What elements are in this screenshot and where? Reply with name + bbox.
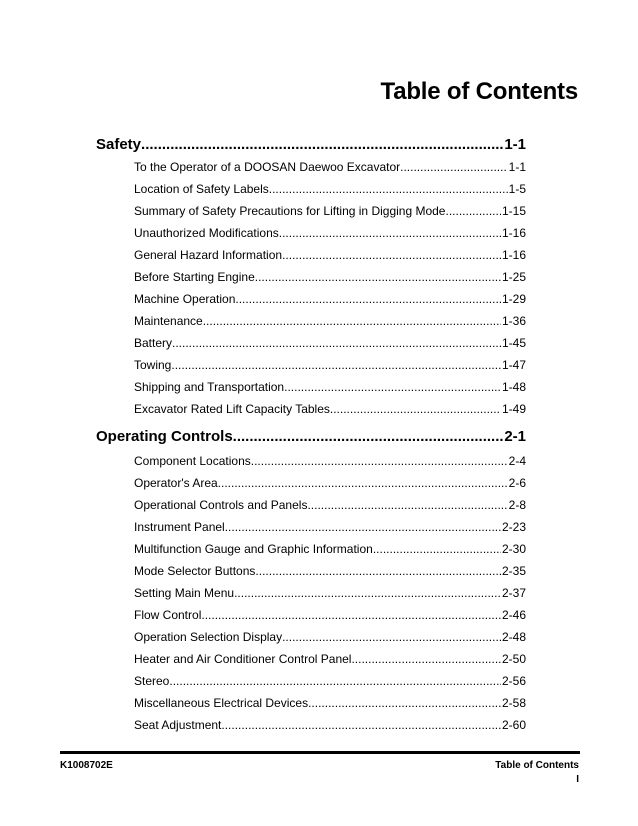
section-page: 2-1 [504,428,526,445]
entry-label: Stereo [134,674,170,688]
toc-entry[interactable] [134,476,526,492]
toc-entry[interactable] [134,608,526,624]
entry-label: Miscellaneous Electrical Devices [134,696,309,710]
toc-entry[interactable] [134,358,526,374]
entry-page: 2-60 [501,718,526,732]
toc-entry[interactable] [134,292,526,308]
toc-entry[interactable] [134,542,526,558]
dot-leader [255,564,501,578]
dot-leader [203,314,501,328]
entry-page: 1-25 [501,270,526,284]
section-title: Operating Controls [96,428,233,445]
entry-label: Heater and Air Conditioner Control Panel [134,652,352,666]
toc-entry[interactable] [134,498,526,514]
dot-leader [233,428,504,445]
toc-section-heading[interactable] [96,136,526,156]
toc-entry[interactable] [134,204,526,220]
toc-entry[interactable] [134,520,526,536]
dot-leader [141,136,503,153]
footer-rule [60,751,580,754]
dot-leader [221,718,501,732]
dot-leader [235,292,501,306]
entry-page: 1-29 [501,292,526,306]
entry-label: Shipping and Transportation [134,380,285,394]
dot-leader [351,652,501,666]
toc-entry[interactable] [134,314,526,330]
dot-leader [445,204,500,218]
entry-page: 2-23 [501,520,526,534]
dot-leader [269,182,508,196]
entry-page: 2-4 [508,454,526,468]
dot-leader [373,542,501,556]
toc-entry[interactable] [134,454,526,470]
entry-label: Before Starting Engine [134,270,255,284]
entry-label: Operation Selection Display [134,630,283,644]
entry-label: Operator's Area [134,476,218,490]
entry-label: Location of Safety Labels [134,182,269,196]
toc-entry[interactable] [134,718,526,734]
toc-entry[interactable] [134,630,526,646]
entry-label: Seat Adjustment [134,718,222,732]
toc-entry[interactable] [134,270,526,286]
entry-page: 2-37 [501,586,526,600]
entry-page: 1-1 [508,160,526,174]
entry-label: Component Locations [134,454,251,468]
dot-leader [307,498,507,512]
toc-entry[interactable] [134,182,526,198]
entry-label: Machine Operation [134,292,236,306]
entry-page: 2-35 [501,564,526,578]
entry-label: Mode Selector Buttons [134,564,256,578]
toc-entry[interactable] [134,380,526,396]
dot-leader [169,674,501,688]
section-page: 1-1 [504,136,526,153]
entry-label: Setting Main Menu [134,586,235,600]
dot-leader [282,630,501,644]
entry-page: 1-15 [501,204,526,218]
dot-leader [251,454,508,468]
entry-page: 2-50 [501,652,526,666]
footer-page-number: I [576,774,579,785]
toc-entry[interactable] [134,674,526,690]
entry-label: Summary of Safety Precautions for Lifting in Digging Mode [134,204,446,218]
entry-page: 1-16 [501,248,526,262]
dot-leader [282,248,501,262]
entry-label: Maintenance [134,314,203,328]
entry-page: 2-48 [501,630,526,644]
toc-entry[interactable] [134,696,526,712]
toc-entry[interactable] [134,402,526,418]
page-title: Table of Contents [380,78,578,105]
dot-leader [234,586,501,600]
dot-leader [172,336,501,350]
entry-label: Operational Controls and Panels [134,498,308,512]
entry-page: 1-5 [508,182,526,196]
toc-entry[interactable] [134,586,526,602]
toc-entry[interactable] [134,336,526,352]
toc-entry[interactable] [134,652,526,668]
footer-section-title: Table of Contents [495,760,579,771]
dot-leader [279,226,501,240]
entry-label: Unauthorized Modifications [134,226,279,240]
toc-entry[interactable] [134,226,526,242]
dot-leader [330,402,501,416]
dot-leader [218,476,508,490]
entry-page: 1-45 [501,336,526,350]
toc-entry[interactable] [134,564,526,580]
toc-entry[interactable] [134,248,526,264]
entry-page: 2-58 [501,696,526,710]
dot-leader [201,608,501,622]
dot-leader [400,160,508,174]
entry-label: Instrument Panel [134,520,225,534]
dot-leader [284,380,501,394]
section-title: Safety [96,136,142,153]
entry-page: 2-56 [501,674,526,688]
entry-page: 2-30 [501,542,526,556]
entry-label: Flow Control [134,608,202,622]
entry-page: 1-47 [501,358,526,372]
dot-leader [225,520,501,534]
entry-page: 1-49 [501,402,526,416]
dot-leader [171,358,501,372]
entry-page: 2-8 [508,498,526,512]
entry-page: 1-16 [501,226,526,240]
entry-label: To the Operator of a DOOSAN Daewoo Excavator [134,160,401,174]
footer-doc-number: K1008702E [60,760,113,771]
toc-entry[interactable] [134,160,526,176]
entry-label: Battery [134,336,173,350]
entry-page: 2-46 [501,608,526,622]
entry-page: 2-6 [508,476,526,490]
toc-section-heading[interactable] [96,428,526,448]
dot-leader [255,270,501,284]
entry-label: Towing [134,358,172,372]
entry-label: General Hazard Information [134,248,283,262]
entry-page: 1-48 [501,380,526,394]
entry-label: Multifunction Gauge and Graphic Information [134,542,373,556]
entry-label: Excavator Rated Lift Capacity Tables [134,402,330,416]
dot-leader [308,696,501,710]
entry-page: 1-36 [501,314,526,328]
